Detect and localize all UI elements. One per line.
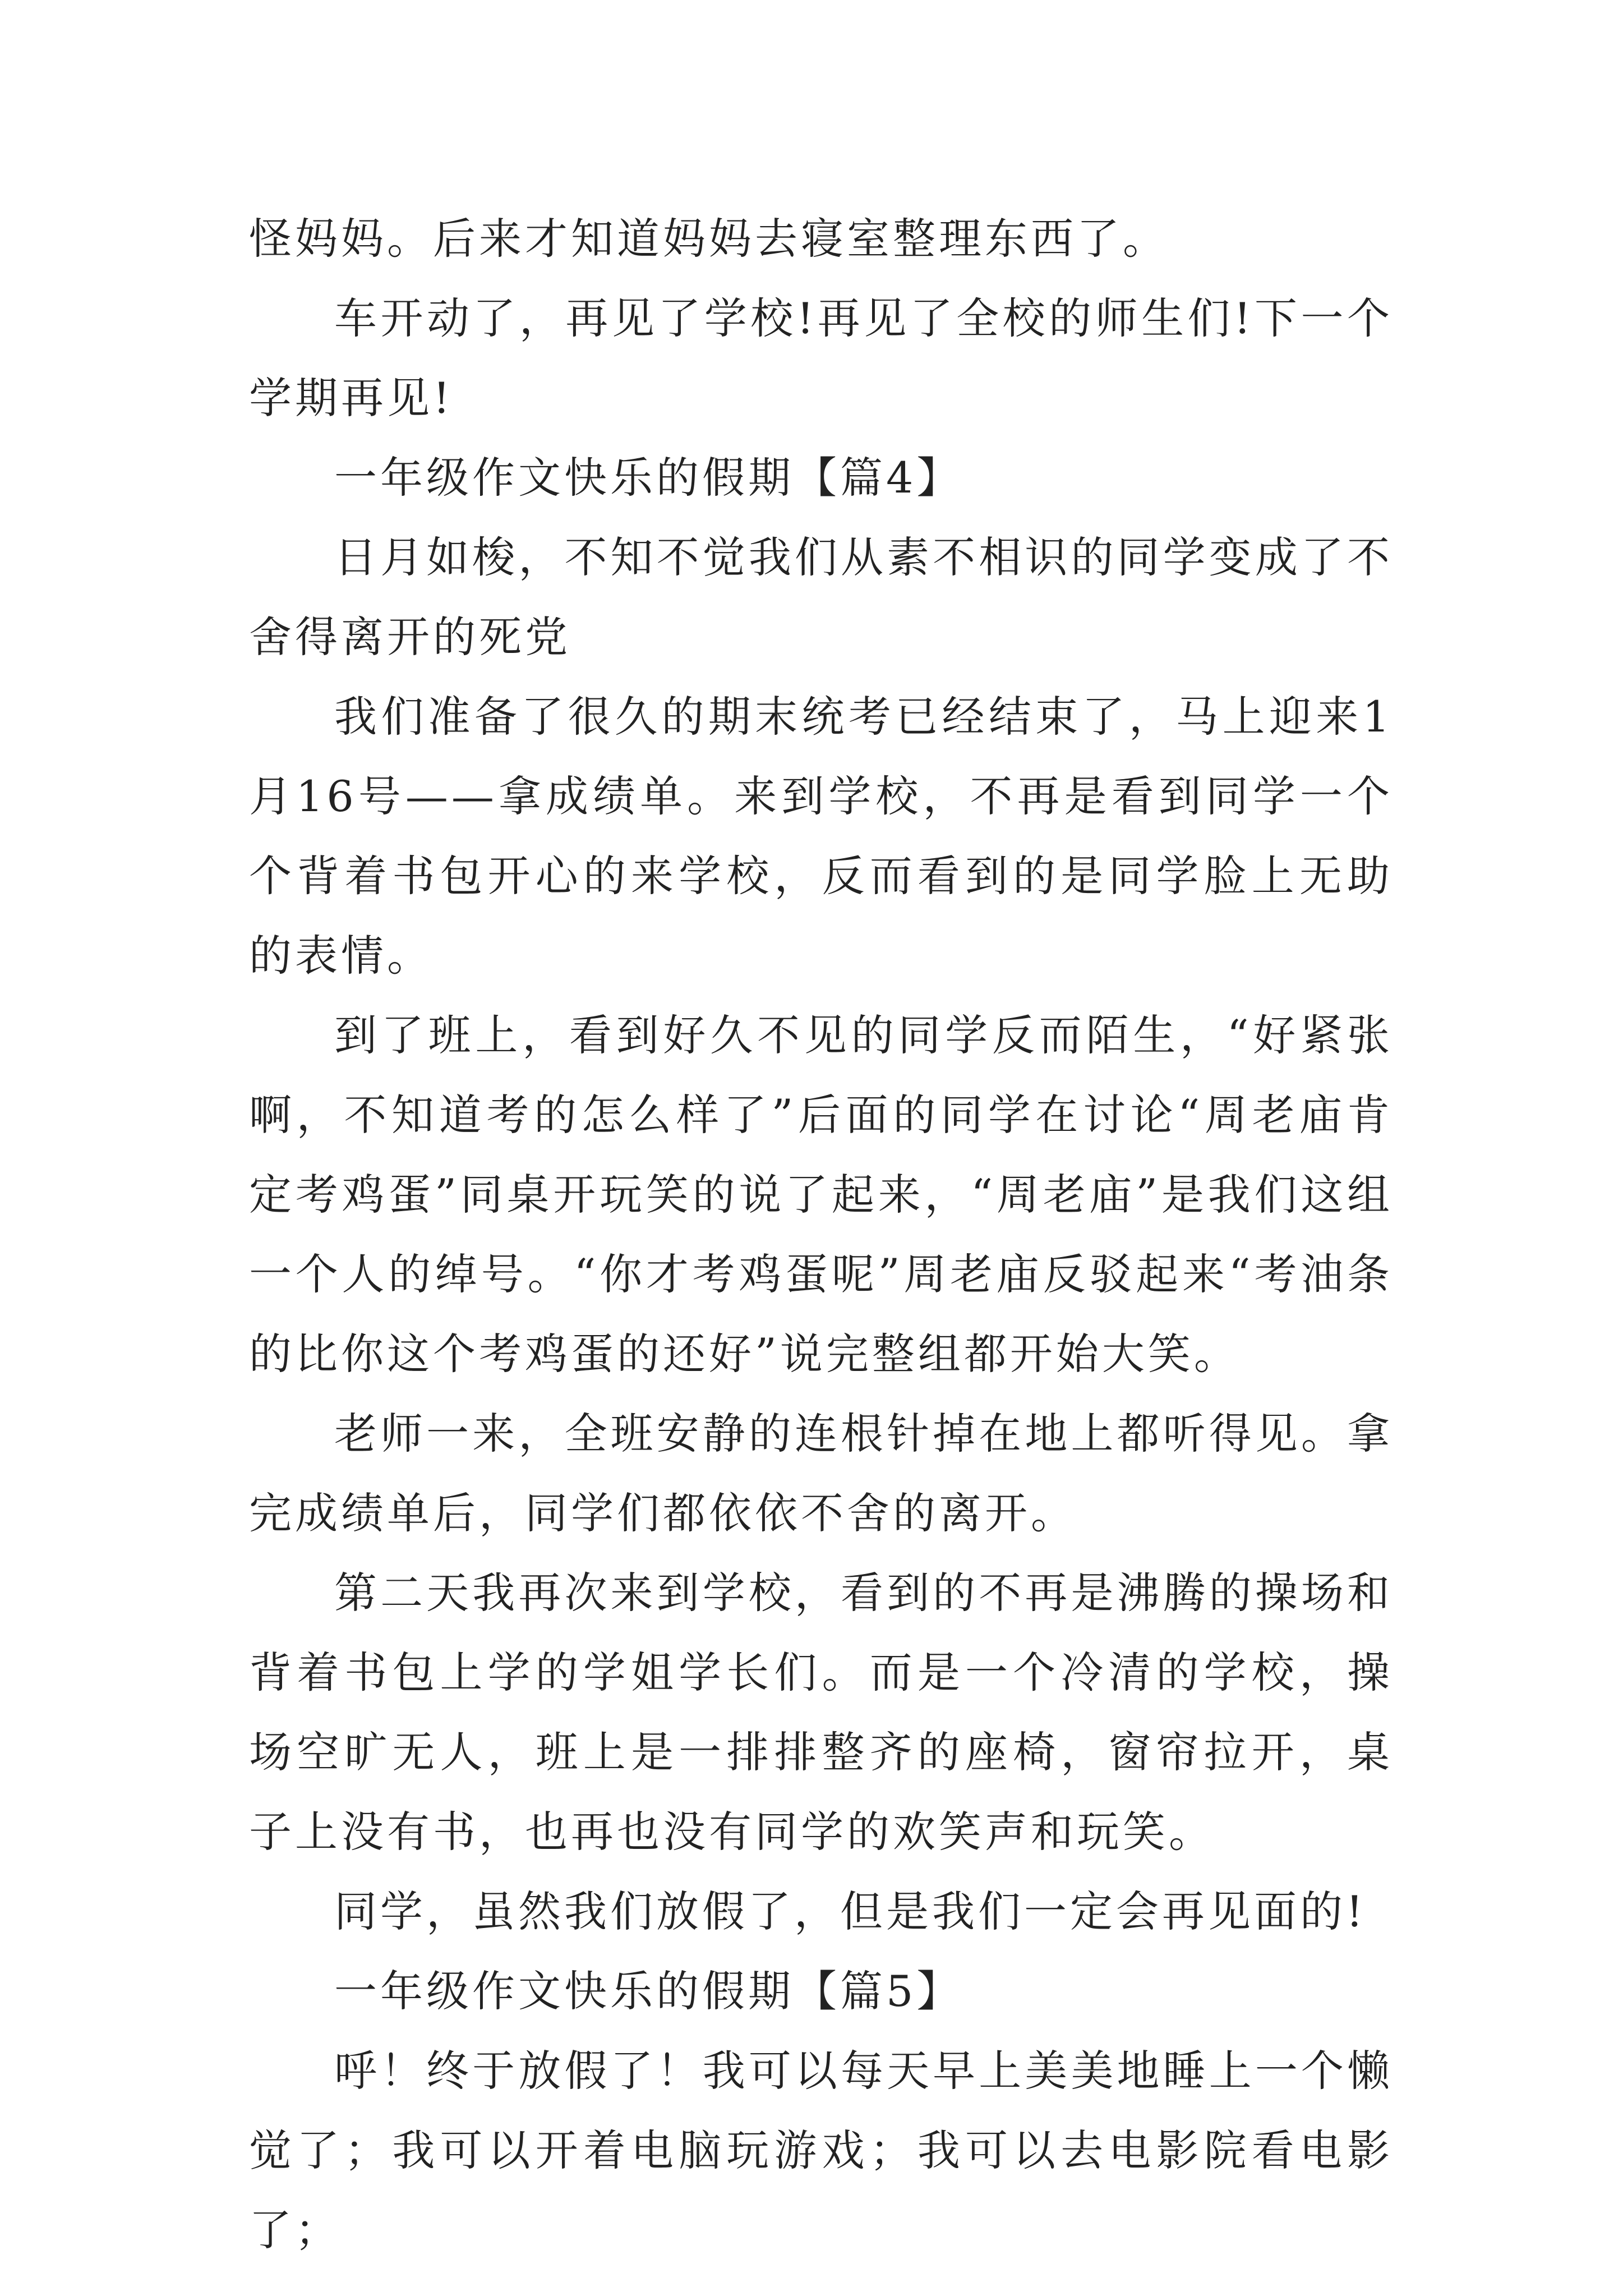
section-heading-4: 一年级作文快乐的假期【篇4】 <box>334 453 963 503</box>
paragraph-time-flies: 日月如梭，不知不觉我们从素不相识的同学变成了不舍得离开的死党 <box>249 532 1393 662</box>
paragraph-see-again: 同学，虽然我们放假了，但是我们一定会再见面的! <box>334 1887 1367 1936</box>
paragraph-continuation: 怪妈妈。后来才知道妈妈去寝室整理东西了。 <box>249 214 1169 264</box>
paragraph-next-day: 第二天我再次来到学校，看到的不再是沸腾的操场和背着书包上学的学姐学长们。而是一个冷清的学校，操场空旷无人，班上是一排排整齐的座椅，窗帘拉开，桌子上没有书，也再也没有同学的欢笑声和玩笑。 <box>249 1568 1393 1857</box>
document-body <box>249 199 1393 2270</box>
paragraph-classroom: 到了班上，看到好久不见的同学反而陌生，“好紧张啊，不知道考的怎么样了”后面的同学在讨论“周老庙肯定考鸡蛋”同桌开玩笑的说了起来，“周老庙”是我们这组一个人的绰号。“你才考鸡蛋呢”周老庙反驳起来“考油条的比你这个考鸡蛋的还好”说完整组都开始大笑。 <box>249 1010 1393 1379</box>
paragraph-teacher: 老师一来，全班安静的连根针掉在地上都听得见。拿完成绩单后，同学们都依依不舍的离开。 <box>249 1409 1393 1538</box>
paragraph-holiday-start: 呼！终于放假了！我可以每天早上美美地睡上一个懒觉了；我可以开着电脑玩游戏；我可以去电影院看电影了； <box>249 2046 1393 2255</box>
paragraph-final-exam: 我们准备了很久的期末统考已经结束了，马上迎来1月16号——拿成绩单。来到学校，不再是看到同学一个个背着书包开心的来学校，反而看到的是同学脸上无助的表情。 <box>249 692 1393 981</box>
paragraph-farewell: 车开动了，再见了学校!再见了全校的师生们!下一个学期再见! <box>249 293 1393 423</box>
section-heading-5: 一年级作文快乐的假期【篇5】 <box>334 1966 963 2016</box>
